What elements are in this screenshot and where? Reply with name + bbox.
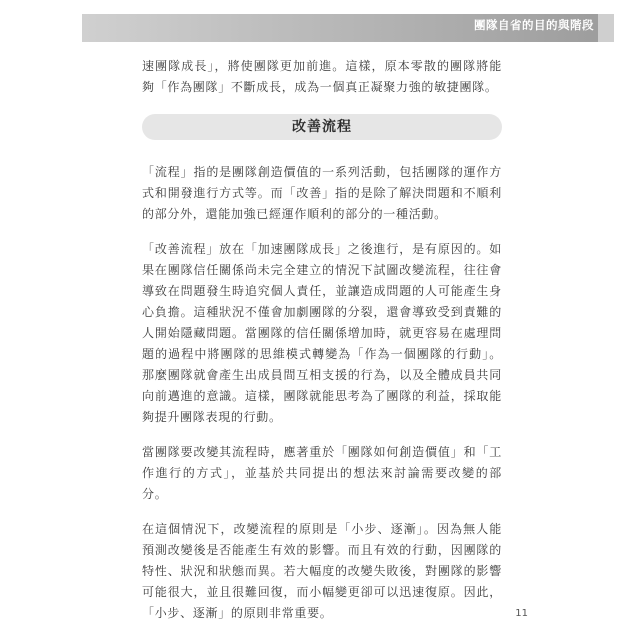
paragraph: 在這個情況下，改變流程的原則是「小步、逐漸」。因為無人能預測改變後是否能產生有效的影響。而且有效的行動，因團隊的特性、狀況和狀態而異。若大幅度的改變失敗後，對團隊的影響可能很大，並且很難回復，而小幅變更卻可以迅速復原。因此，「小步、逐漸」的原則非常重要。 — [142, 522, 502, 620]
header-stripe — [598, 14, 614, 42]
page-content — [142, 56, 502, 638]
section-heading: 改善流程 — [142, 114, 502, 140]
paragraph: 當團隊要改變其流程時，應著重於「團隊如何創造價值」和「工作進行的方式」，並基於共同提出的想法來討論需要改變的部分。 — [142, 445, 502, 501]
paragraph: 「改善流程」放在「加速團隊成長」之後進行，是有原因的。如果在團隊信任關係尚未完全建立的情況下試圖改變流程，往往會導致在問題發生時追究個人責任，並讓造成問題的人可能產生身心負擔。這種狀況不僅會加劇團隊的分裂，還會導致受到責難的人開始隱藏問題。當團隊的信任關係增加時，就更容易在處理問題的過程中將團隊的思維模式轉變為「作為一個團隊的行動」。那麼團隊就會產生出成員間互相支援的行為，以及全體成員共同向前邁進的意識。這樣，團隊就能思考為了團隊的利益，採取能夠提升團隊表現的行動。 — [142, 242, 502, 424]
paragraph: 速團隊成長」，將使團隊更加前進。這樣，原本零散的團隊將能夠「作為團隊」不斷成長，成為一個真正凝聚力強的敏捷團隊。 — [142, 59, 502, 94]
chapter-title: 團隊自省的目的與階段 — [474, 18, 594, 32]
page-number: 11 — [515, 608, 528, 619]
paragraph: 「流程」指的是團隊創造價值的一系列活動，包括團隊的運作方式和開發進行方式等。而「改善」指的是除了解決問題和不順利的部分外，還能加強已經運作順利的部分的一種活動。 — [142, 165, 502, 221]
